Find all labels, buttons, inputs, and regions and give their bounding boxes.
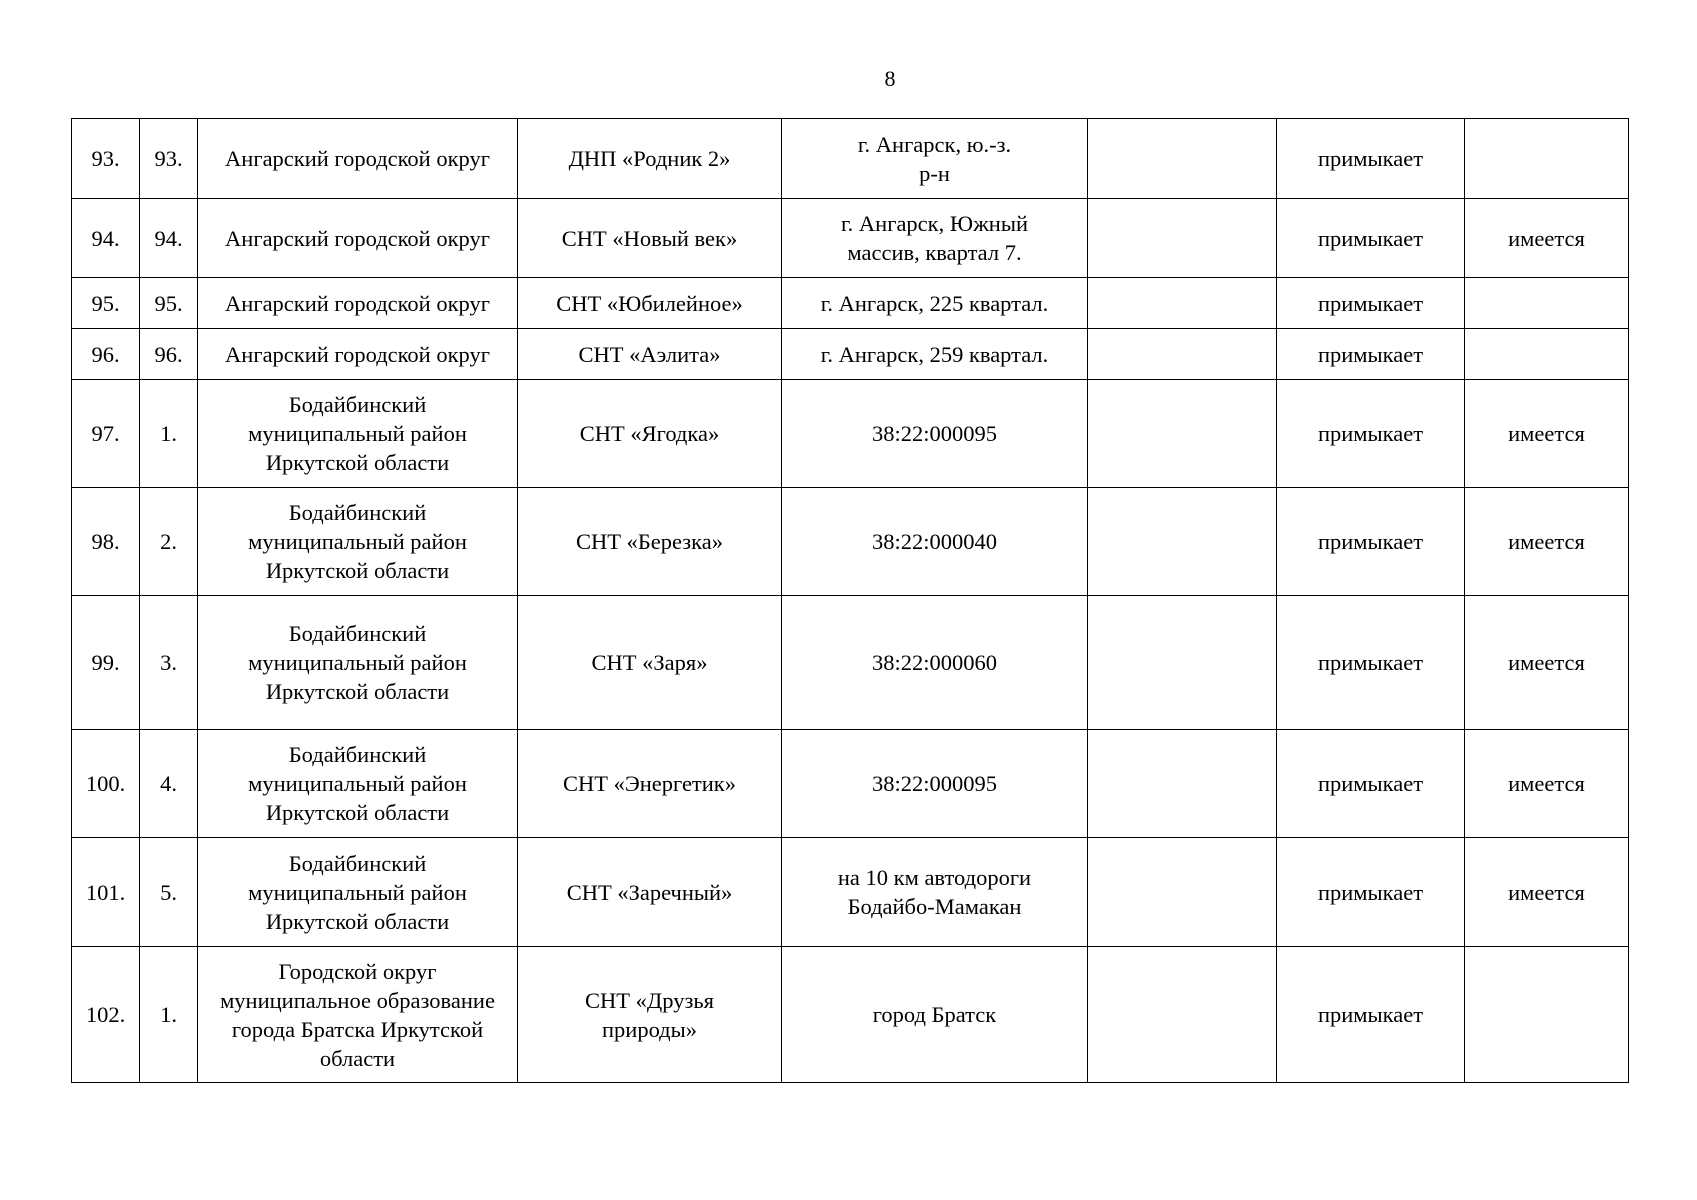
empty-cell <box>1088 380 1277 488</box>
row-sub-number: 95. <box>140 278 198 329</box>
table-row <box>72 119 1629 199</box>
empty-cell <box>1088 730 1277 838</box>
municipality-cell: Ангарский городской округ <box>198 199 518 278</box>
municipality-cell: Бодайбинский муниципальный район Иркутской области <box>198 838 518 947</box>
empty-cell <box>1088 488 1277 596</box>
table-row <box>72 730 1629 838</box>
adjacency-cell: примыкает <box>1277 488 1465 596</box>
empty-cell <box>1088 278 1277 329</box>
availability-cell: имеется <box>1465 199 1629 278</box>
address-cell: 38:22:000040 <box>782 488 1088 596</box>
empty-cell <box>1088 596 1277 730</box>
adjacency-cell: примыкает <box>1277 596 1465 730</box>
organization-cell: СНТ «Ягодка» <box>518 380 782 488</box>
availability-cell <box>1465 947 1629 1083</box>
organization-cell: СНТ «Заря» <box>518 596 782 730</box>
municipality-cell: Ангарский городской округ <box>198 329 518 380</box>
availability-cell: имеется <box>1465 380 1629 488</box>
row-sub-number: 1. <box>140 947 198 1083</box>
table-row <box>72 199 1629 278</box>
municipality-cell: Бодайбинский муниципальный район Иркутской области <box>198 380 518 488</box>
row-sub-number: 2. <box>140 488 198 596</box>
organization-cell: СНТ «Энергетик» <box>518 730 782 838</box>
municipality-cell: Бодайбинский муниципальный район Иркутской области <box>198 488 518 596</box>
table-row <box>72 947 1629 1083</box>
adjacency-cell: примыкает <box>1277 380 1465 488</box>
table-row <box>72 838 1629 947</box>
organization-cell: СНТ «Заречный» <box>518 838 782 947</box>
availability-cell: имеется <box>1465 730 1629 838</box>
address-cell: г. Ангарск, 259 квартал. <box>782 329 1088 380</box>
municipality-cell: Ангарский городской округ <box>198 278 518 329</box>
table-row <box>72 278 1629 329</box>
row-number: 93. <box>72 119 140 199</box>
table-row <box>72 488 1629 596</box>
row-sub-number: 96. <box>140 329 198 380</box>
empty-cell <box>1088 947 1277 1083</box>
row-sub-number: 4. <box>140 730 198 838</box>
row-number: 101. <box>72 838 140 947</box>
empty-cell <box>1088 199 1277 278</box>
page-number: 8 <box>884 66 896 91</box>
empty-cell <box>1088 119 1277 199</box>
municipality-cell: Бодайбинский муниципальный район Иркутской области <box>198 730 518 838</box>
organization-cell: ДНП «Родник 2» <box>518 119 782 199</box>
organization-cell: СНТ «Аэлита» <box>518 329 782 380</box>
register-table <box>71 118 1629 1083</box>
row-number: 102. <box>72 947 140 1083</box>
adjacency-cell: примыкает <box>1277 278 1465 329</box>
table-row <box>72 596 1629 730</box>
availability-cell <box>1465 329 1629 380</box>
address-cell: город Братск <box>782 947 1088 1083</box>
organization-cell: СНТ «Юбилейное» <box>518 278 782 329</box>
row-number: 96. <box>72 329 140 380</box>
row-number: 95. <box>72 278 140 329</box>
availability-cell <box>1465 278 1629 329</box>
row-sub-number: 3. <box>140 596 198 730</box>
organization-cell: СНТ «Березка» <box>518 488 782 596</box>
table-row <box>72 380 1629 488</box>
row-sub-number: 5. <box>140 838 198 947</box>
table-row <box>72 329 1629 380</box>
availability-cell <box>1465 119 1629 199</box>
organization-cell: СНТ «Новый век» <box>518 199 782 278</box>
empty-cell <box>1088 838 1277 947</box>
row-number: 97. <box>72 380 140 488</box>
municipality-cell: Бодайбинский муниципальный район Иркутской области <box>198 596 518 730</box>
row-number: 98. <box>72 488 140 596</box>
address-cell: 38:22:000060 <box>782 596 1088 730</box>
adjacency-cell: примыкает <box>1277 947 1465 1083</box>
availability-cell: имеется <box>1465 596 1629 730</box>
organization-cell: СНТ «Друзья природы» <box>518 947 782 1083</box>
row-sub-number: 94. <box>140 199 198 278</box>
availability-cell: имеется <box>1465 838 1629 947</box>
address-cell: г. Ангарск, Южный массив, квартал 7. <box>782 199 1088 278</box>
address-cell: 38:22:000095 <box>782 730 1088 838</box>
availability-cell: имеется <box>1465 488 1629 596</box>
address-cell: 38:22:000095 <box>782 380 1088 488</box>
municipality-cell: Ангарский городской округ <box>198 119 518 199</box>
row-number: 99. <box>72 596 140 730</box>
adjacency-cell: примыкает <box>1277 838 1465 947</box>
address-cell: г. Ангарск, 225 квартал. <box>782 278 1088 329</box>
adjacency-cell: примыкает <box>1277 730 1465 838</box>
adjacency-cell: примыкает <box>1277 119 1465 199</box>
empty-cell <box>1088 329 1277 380</box>
adjacency-cell: примыкает <box>1277 199 1465 278</box>
address-cell: на 10 км автодороги Бодайбо-Мамакан <box>782 838 1088 947</box>
row-sub-number: 1. <box>140 380 198 488</box>
row-number: 100. <box>72 730 140 838</box>
municipality-cell: Городской округ муниципальное образование города Братска Иркутской области <box>198 947 518 1083</box>
adjacency-cell: примыкает <box>1277 329 1465 380</box>
row-number: 94. <box>72 199 140 278</box>
address-cell: г. Ангарск, ю.-з. р-н <box>782 119 1088 199</box>
row-sub-number: 93. <box>140 119 198 199</box>
